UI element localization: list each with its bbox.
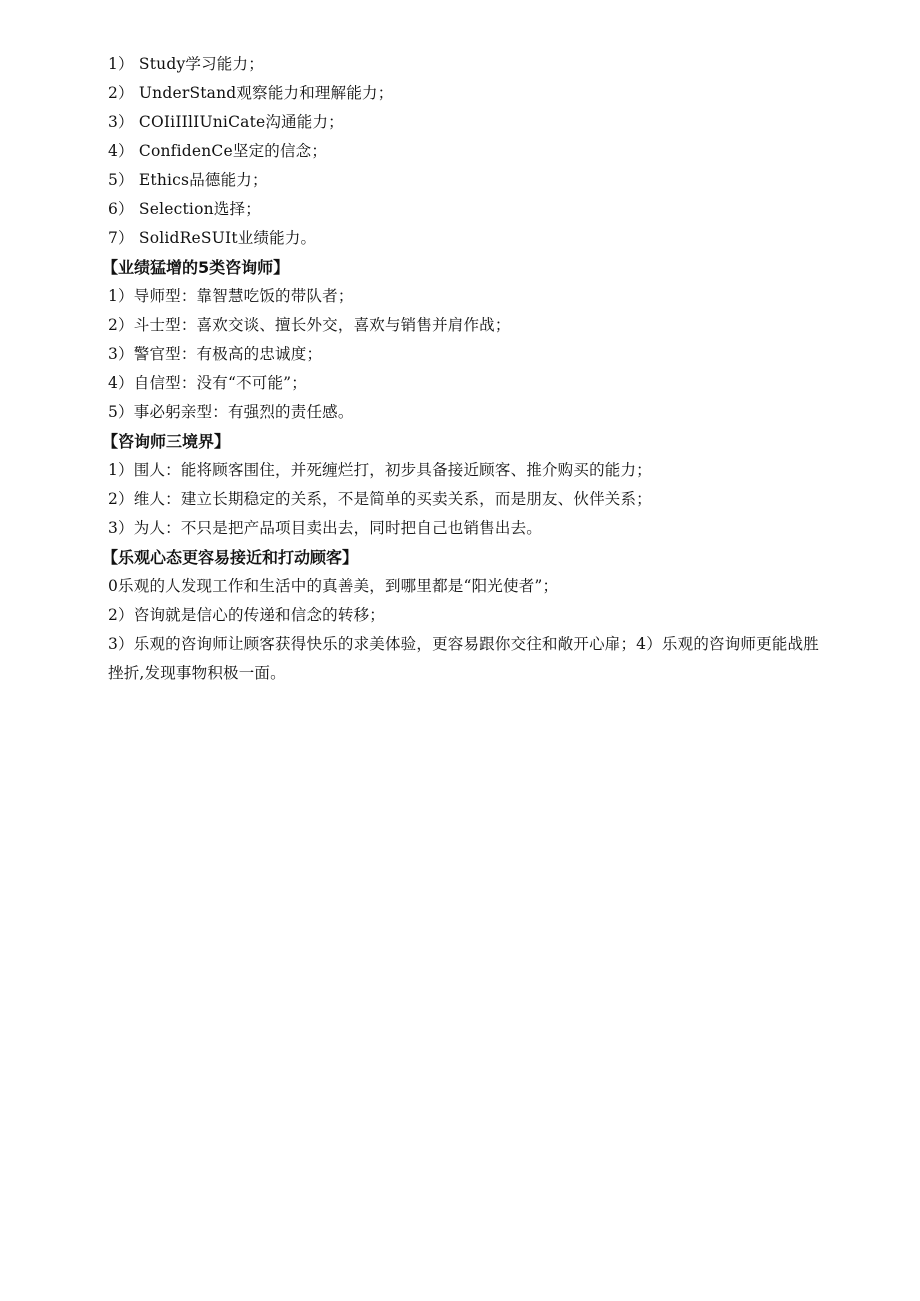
- list-item: 2） UnderStand观察能力和理解能力；: [108, 84, 394, 102]
- list-item: 2）咨询就是信心的传递和信念的转移；: [108, 606, 385, 624]
- list-item: 1）围人：能将顾客围住，并死缠烂打，初步具备接近顾客、推介购买的能力；: [108, 461, 652, 479]
- list-item: 2）维人：建立长期稳定的关系，不是简单的买卖关系，而是朋友、伙伴关系；: [108, 490, 652, 508]
- list-item: 7） SolidReSUIt业绩能力。: [108, 229, 317, 247]
- consultant-levels-section: [102, 427, 828, 543]
- optimism-section: [102, 543, 828, 688]
- list-item: 0乐观的人发现工作和生活中的真善美，到哪里都是“阳光使者”；: [108, 577, 559, 595]
- paragraph: 3）乐观的咨询师让顾客获得快乐的求美体验，更容易跟你交往和敞开心扉；4）乐观的咨询师更能战胜挫折,发现事物积极一面。: [108, 635, 819, 682]
- list-item: 4）自信型：没有“不可能”；: [108, 374, 308, 392]
- list-item: 5） Ethics品德能力；: [108, 171, 268, 189]
- consultant-types-section: [102, 253, 828, 427]
- list-item: 1） Study学习能力；: [108, 55, 264, 73]
- list-item: 5）事必躬亲型：有强烈的责任感。: [108, 403, 354, 421]
- list-item: 6） Selection选择；: [108, 200, 261, 218]
- list-item: 1）导师型：靠智慧吃饭的带队者；: [108, 287, 354, 305]
- list-item: 3）为人：不只是把产品项目卖出去，同时把自己也销售出去。: [108, 519, 542, 537]
- ability-list: [108, 50, 828, 253]
- document-page: [102, 50, 828, 688]
- section-heading: 【咨询师三境界】: [102, 432, 231, 451]
- section-heading: 【乐观心态更容易接近和打动顾客】: [102, 548, 359, 567]
- list-item: 4） ConfidenCe坚定的信念；: [108, 142, 328, 160]
- list-item: 3） COIiIIlIUniCate沟通能力；: [108, 113, 344, 131]
- section-heading: 【业绩猛增的5类咨询师】: [102, 258, 290, 277]
- list-item: 3）警官型：有极高的忠诚度；: [108, 345, 323, 363]
- list-item: 2）斗士型：喜欢交谈、擅长外交，喜欢与销售并肩作战；: [108, 316, 511, 334]
